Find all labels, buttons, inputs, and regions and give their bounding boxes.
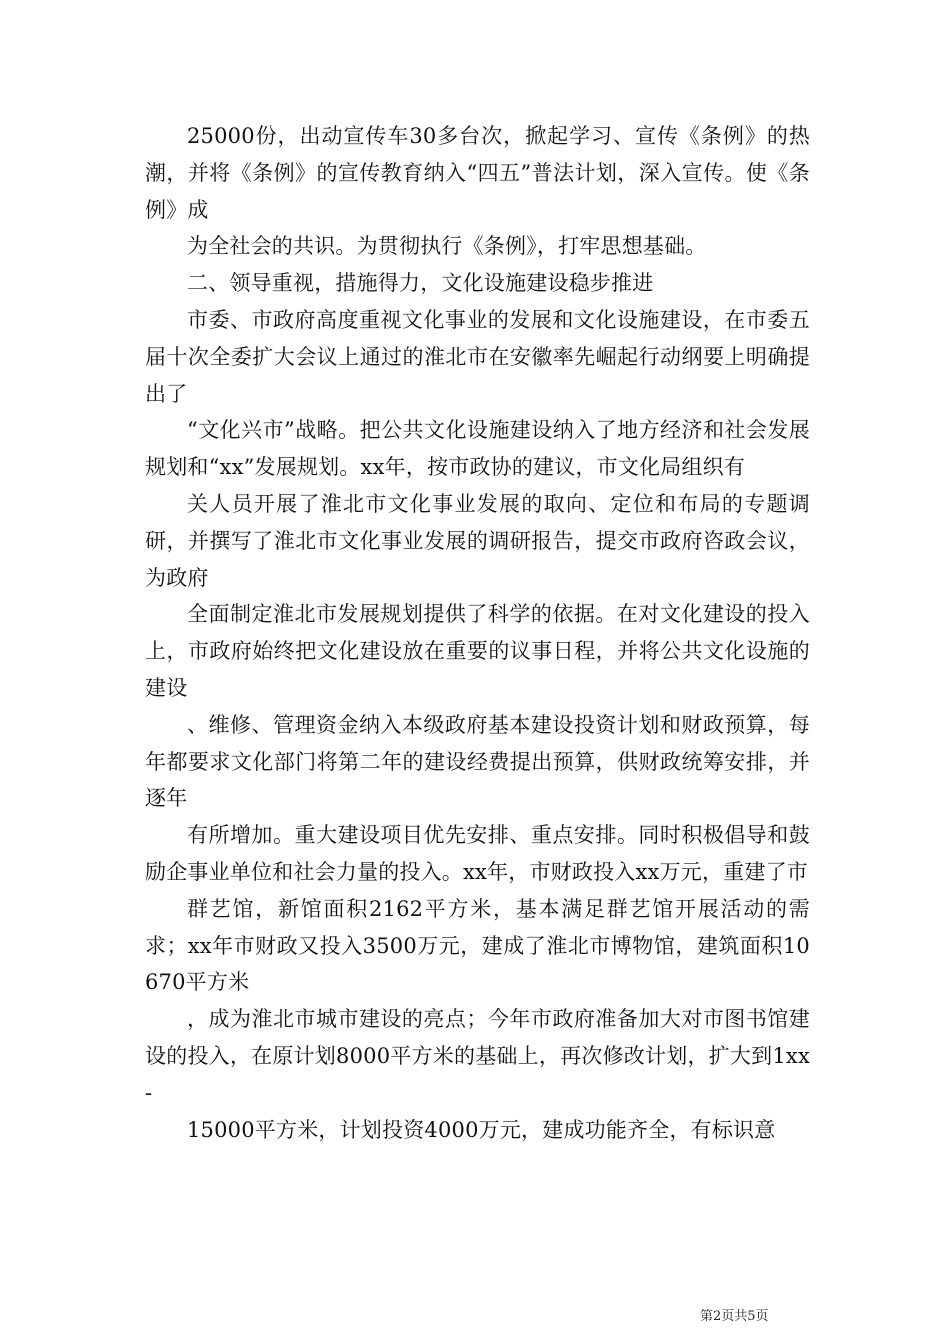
paragraph-1: 25000份，出动宣传车30多台次，掀起学习、宣传《条例》的热潮，并将《条例》的宣传教育纳入“四五”普法计划，深入宣传。使《条例》成 [145, 124, 810, 222]
paragraph-10: ，成为淮北市城市建设的亮点；今年市政府准备加大对市图书馆建设的投入，在原计划8000平方米的基础上，再次修改计划，扩大到1xx- [145, 1007, 810, 1105]
page-number-footer: 第2页共5页 [700, 1309, 769, 1324]
paragraph-8: 有所增加。重大建设项目优先安排、重点安排。同时积极倡导和鼓励企事业单位和社会力量的投入。xx年，市财政投入xx万元，重建了市 [145, 823, 810, 884]
paragraph-11: 15000平方米，计划投资4000万元，建成功能齐全，有标识意 [187, 1117, 776, 1142]
section-heading: 二、领导重视，措施得力，文化设施建设稳步推进 [187, 271, 654, 296]
paragraph-6: 全面制定淮北市发展规划提供了科学的依据。在对文化建设的投入上，市政府始终把文化建设放在重要的议事日程，并将公共文化设施的建设 [145, 602, 810, 700]
paragraph-9: 群艺馆，新馆面积2162平方米，基本满足群艺馆开展活动的需求；xx年市财政又投入3500万元，建成了淮北市博物馆，建筑面积10670平方米 [145, 896, 810, 995]
paragraph-7: 、维修、管理资金纳入本级政府基本建设投资计划和财政预算，每年都要求文化部门将第二年的建设经费提出预算，供财政统筹安排，并逐年 [145, 712, 810, 811]
paragraph-2: 为全社会的共识。为贯彻执行《条例》，打牢思想基础。 [187, 234, 707, 259]
paragraph-5: 关人员开展了淮北市文化事业发展的取向、定位和布局的专题调研，并撰写了淮北市文化事业发展的调研报告，提交市政府咨政会议，为政府 [145, 491, 810, 590]
paragraph-3: 市委、市政府高度重视文化事业的发展和文化设施建设，在市委五届十次全委扩大会议上通过的淮北市在安徽率先崛起行动纲要上明确提出了 [145, 307, 810, 406]
document-body [145, 118, 810, 1148]
paragraph-4: “文化兴市”战略。把公共文化设施建设纳入了地方经济和社会发展规划和“xx”发展规划。xx年，按市政协的建议，市文化局组织有 [145, 418, 810, 480]
